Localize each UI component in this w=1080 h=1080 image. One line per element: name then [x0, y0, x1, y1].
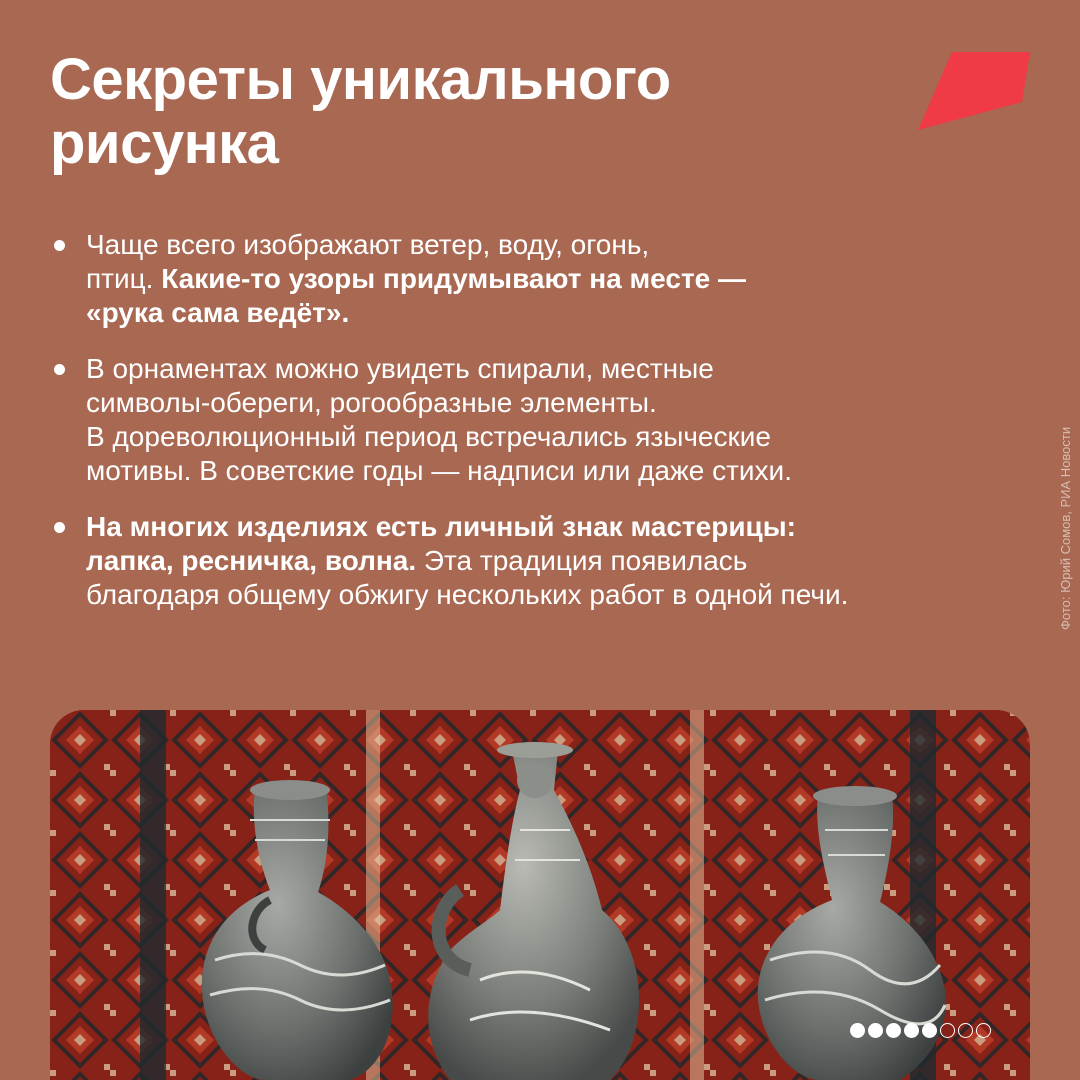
bullet-line: [86, 544, 1040, 578]
bullet-text-bold: Какие-то узоры придумывают на месте —: [161, 263, 747, 294]
bullet-text: Эта традиция появилась: [416, 545, 748, 576]
carousel-pager: [850, 1023, 991, 1039]
bullet-text: В орнаментах можно увидеть спирали, местные: [86, 353, 714, 384]
bullet-dot-icon: [54, 240, 65, 251]
pager-dot-active[interactable]: [922, 1023, 937, 1038]
pager-dot-active[interactable]: [886, 1023, 901, 1038]
bullet-dot-icon: [54, 522, 65, 533]
bullet-dot-icon: [54, 364, 65, 375]
bullet-item: [50, 352, 1040, 488]
bullet-list: [50, 228, 1040, 634]
bullet-line: [86, 454, 1040, 488]
bullet-text: мотивы. В советские годы — надписи или даже стихи.: [86, 455, 792, 486]
pager-dot-inactive[interactable]: [976, 1023, 991, 1038]
bullet-line: [86, 296, 1040, 330]
bullet-line: [86, 510, 1040, 544]
bullet-text-bold: лапка, ресничка, волна.: [86, 545, 417, 576]
bullet-line: [86, 420, 1040, 454]
bullet-line: [86, 578, 1040, 612]
bullet-line: [86, 386, 1040, 420]
bullet-line: [86, 228, 1040, 262]
bullet-text: птиц.: [86, 263, 162, 294]
page-title: [50, 48, 870, 176]
page-title-line-1: Секреты уникального: [50, 47, 671, 112]
pager-dot-inactive[interactable]: [940, 1023, 955, 1038]
bullet-item: [50, 510, 1040, 612]
bullet-text-bold: На многих изделиях есть личный знак мастерицы:: [86, 511, 796, 542]
bullet-line: [86, 262, 1040, 296]
bullet-text: символы-обереги, рогообразные элементы.: [86, 387, 657, 418]
pager-dot-active[interactable]: [868, 1023, 883, 1038]
bullet-item: [50, 228, 1040, 330]
page-title-line-2: рисунка: [50, 111, 279, 176]
bullet-text: Чаще всего изображают ветер, воду, огонь,: [86, 229, 650, 260]
bullet-line: [86, 352, 1040, 386]
red-flag-logo-icon: [918, 52, 1030, 130]
pager-dot-inactive[interactable]: [958, 1023, 973, 1038]
pager-dot-active[interactable]: [850, 1023, 865, 1038]
bullet-text-bold: «рука сама ведёт».: [86, 297, 350, 328]
pager-dot-active[interactable]: [904, 1023, 919, 1038]
photo-credit: Фото: Юрий Сомов, РИА Новости: [1058, 426, 1073, 630]
bullet-text: В дореволюционный период встречались языческие: [86, 421, 771, 452]
bullet-text: благодаря общему обжигу нескольких работ в одной печи.: [86, 579, 849, 610]
